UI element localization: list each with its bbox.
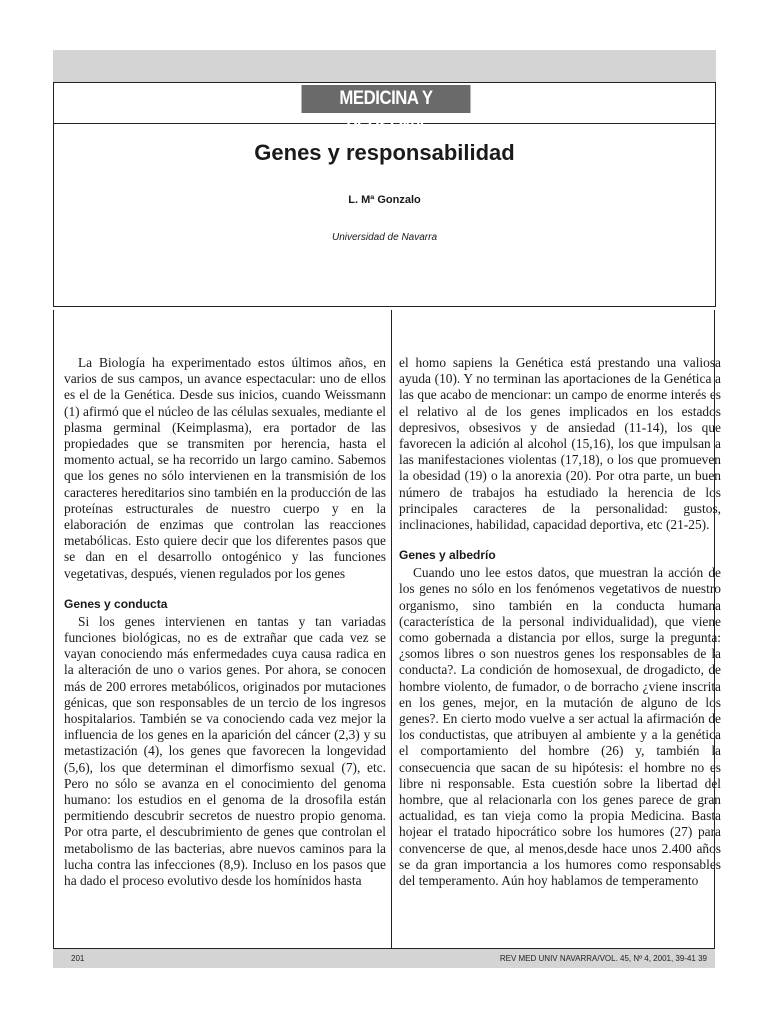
- article-author: L. Mª Gonzalo: [348, 194, 421, 206]
- body-paragraph: Si los genes intervienen en tantas y tan variadas funciones biológicas, no es de extrañar que cada vez se vayan conociendo más enfermedades cuya causa radica en la alteración de uno o varios genes. Por ahora, se conocen más de 200 errores metabólicos, originados por mutaciones génicas, que son responsables de un tercio de los ingresos hospitalarios. También se va conociendo cada vez mejor la influencia de los genes en la aparición del cáncer (2,3) y su metastización (4), los genes que favorecen la longevidad (5,6), los que determinan el dimorfismo sexual (7), etc. Pero no sólo se avanza en el conocimiento del genoma humano: los estudios en el genoma de la drosofila están permitiendo descubrir secretos de nuestro propio genoma. Por otra parte, el descubrimiento de genes que controlan el metabolismo de las bacterias, abre nuevos caminos para la lucha contra las infecciones (8,9). Incluso en los pasos que ha dado el proceso evolutivo desde los homínidos hasta: [64, 613, 386, 889]
- author-affiliation: Universidad de Navarra: [331, 232, 438, 243]
- column-divider: [391, 310, 392, 948]
- intro-paragraph: La Biología ha experimentado estos últimos años, en varios de sus campos, un avance espectacular: uno de ellos es el de la Genética. Desde sus inicios, cuando Weissmann (1) afirmó que el núcleo de las células sexuales, mediante el plasma germinal (Keimplasma), era portador de las propiedades que se transmiten por herencia, hasta el momento actual, se ha recorrido un largo camino. Sabemos que los genes no sólo intervienen en la transmisión de los caracteres hereditarios sino también en la producción de las proteínas estructurales de nuestro cuerpo y en la elaboración de enzimas que controlan las reacciones metabólicas. Esto quiere decir que los diferentes pasos que se dan en el desarrollo ontogénico y las funciones vegetativas, después, vienen regulados por los genes: [64, 355, 386, 581]
- section-label: MEDICINA Y PERSONA: [302, 85, 471, 113]
- left-column: [64, 355, 386, 889]
- section-heading-genes-conducta: Genes y conducta: [64, 596, 168, 611]
- section-strip: [54, 83, 715, 137]
- left-border: [53, 310, 54, 948]
- journal-citation: REV MED UNIV NAVARRA/VOL. 45, Nº 4, 2001, 39-41 39: [499, 954, 707, 963]
- body-paragraph-continued: el homo sapiens la Genética está prestando una valiosa ayuda (10). Y no terminan las aportaciones de la Genética a las que acabo de mencionar: un campo de enorme interés es el relativo al de los genes implicados en los estados depresivos, obsesivos y de ansiedad (11-14), los que favorecen la adición al alcohol (15,16), los que impulsan a las manifestaciones violentas (17,18), o los que promueven la obesidad (19) o la anorexia (20). Por otra parte, un buen número de trabajos ha estudiado la herencia de los principales caracteres de la personalidad: gustos, inclinaciones, habilidad, capacidad deportiva, etc (21-25).: [399, 355, 721, 533]
- top-band: [53, 50, 716, 82]
- right-column: [399, 355, 721, 889]
- section-heading-genes-albedrio: Genes y albedrío: [399, 548, 496, 563]
- body-paragraph: Cuando uno lee estos datos, que muestran la acción de los genes no sólo en los fenómenos vegetativos de nuestro organismo, sino también en la conducta humana (característica de la personal individualidad), que viene como gobernada a distancia por ellos, surge la pregunta: ¿somos libres o son nuestros genes los responsables de la conducta?. La condición de homosexual, de drogadicto, de hombre violento, de fumador, o de borracho ¿viene inscrita en los genes, mejor, en la mutación de alguno de los genes?. En cierto modo vuelve a ser actual la afirmación de los conductistas, que atribuyen al ambiente y a la genética el comportamiento del hombre (26) y, también la consecuencia que sacan de su hipótesis: el hombre no es libre ni responsable. Esta cuestión sobre la libertad del hombre, que al relacionarla con los genes parece de gran actualidad, es tan vieja como la propia Medicina. Basta hojear el tratado hipocrático sobre los humores (27) para convencerse de que, al menos,desde hace unos 2.400 años se da gran importancia a los humores como responsables del temperamento. Aún hoy hablamos de temperamento: [399, 565, 721, 889]
- page-footer: [53, 949, 715, 968]
- page-number: 201: [71, 954, 85, 963]
- article-header: [53, 82, 716, 307]
- article-title: Genes y responsabilidad: [254, 140, 515, 165]
